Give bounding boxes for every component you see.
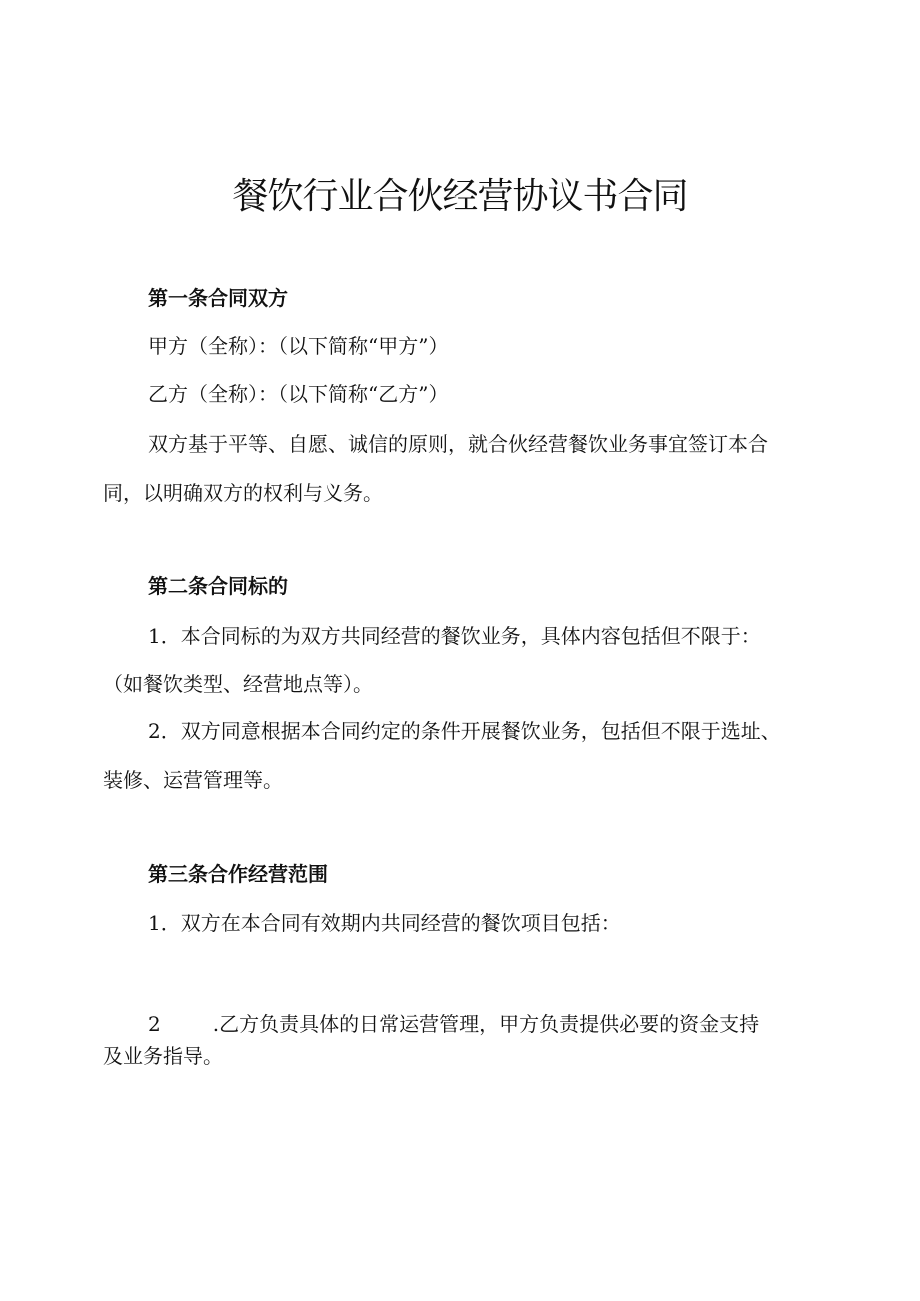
section-3-heading: 第三条合作经营范围 (148, 862, 328, 886)
section-1-paragraph-line-2: 同，以明确双方的权利与义务。 (103, 481, 383, 505)
section-2-item-1-line-1: 1．本合同标的为双方共同经营的餐饮业务，具体内容包括但不限于： (148, 624, 761, 648)
section-2-item-2-line-2: 装修、运营管理等。 (103, 768, 283, 792)
party-b-line: 乙方（全称）：（以下简称“乙方”） (148, 382, 449, 406)
document-title: 餐饮行业合伙经营协议书合同 (232, 176, 688, 217)
section-1-paragraph-line-1: 双方基于平等、自愿、诚信的原则，就合伙经营餐饮业务事宜签订本合 (148, 432, 768, 456)
section-3-item-1-line: 1．双方在本合同有效期内共同经营的餐饮项目包括： (148, 911, 621, 935)
party-a-line: 甲方（全称）：（以下简称“甲方”） (148, 334, 449, 358)
section-3-item-2-text: .乙方负责具体的日常运营管理，甲方负责提供必要的资金支持 (212, 1012, 760, 1036)
section-3-item-2-line-2: 及业务指导。 (103, 1044, 223, 1068)
section-3-item-2-number: 2 (148, 1012, 161, 1036)
section-2-item-2-line-1: 2．双方同意根据本合同约定的条件开展餐饮业务，包括但不限于选址、 (148, 719, 781, 743)
section-3-item-2-line-1 (148, 1008, 759, 1037)
section-2-heading: 第二条合同标的 (148, 574, 288, 598)
section-2-item-1-line-2: （如餐饮类型、经营地点等）。 (103, 672, 373, 696)
section-1-heading: 第一条合同双方 (148, 286, 288, 310)
